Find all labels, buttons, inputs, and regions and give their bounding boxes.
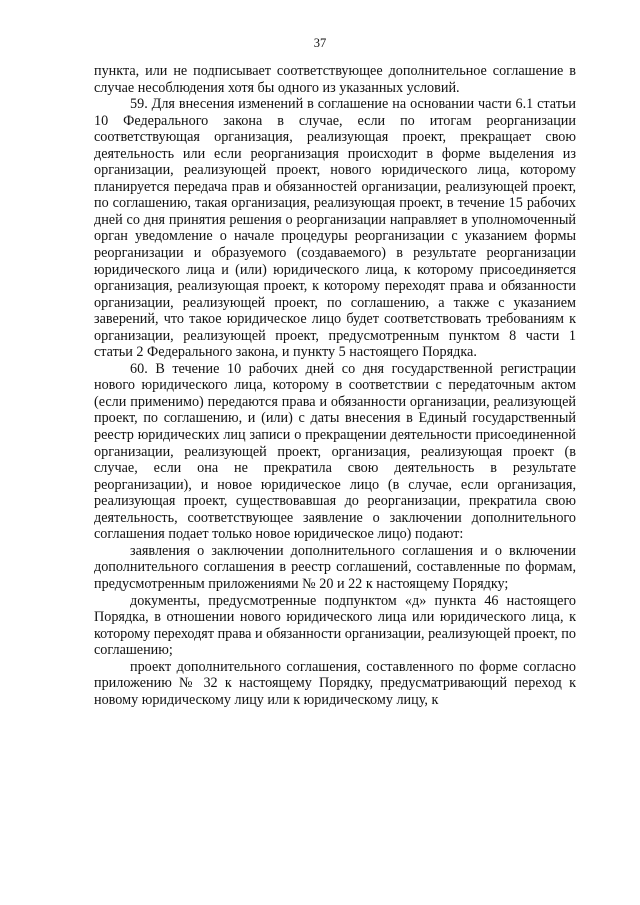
paragraph-applications: заявления о заключении дополнительного соглашения и о включении дополнительного соглашения в реестр соглашений, составленные по формам, предусмотренным приложениями № 20 и 22 к настоящему Порядку; <box>94 542 576 592</box>
paragraph-documents: документы, предусмотренные подпунктом «д» пункта 46 настоящего Порядка, в отношении нового юридического лица или юридического лица, к которому переходят права и обязанности организации, реализующей проект, по соглашению; <box>94 592 576 659</box>
page-number: 37 <box>313 36 327 50</box>
paragraph-continuation: пункта, или не подписывает соответствующее дополнительное соглашение в случае несоблюдения хотя бы одного из указанных условий. <box>94 63 576 96</box>
paragraph-59: 59. Для внесения изменений в соглашение на основании части 6.1 статьи 10 Федерального закона в случае, если по итогам реорганизации соответствующая организация, реализующая проект, прекращает свою деятельность или если реорганизация происходит в форме выделения из организации, реализующей проект, нового юридического лица, которому планируется передача прав и обязанностей организации, реализующей проект, по соглашению, такая организация, реализующая проект, в течение 15 рабочих дней со дня принятия решения о реорганизации направляет в уполномоченный орган уведомление о начале процедуры реорганизации с указанием формы реорганизации и образуемого (создаваемого) в результате реорганизации юридического лица и (или) юридического лица, к которому присоединяется организация, реализующая проект, к которому переходят права и обязанности организации, реализующей проект, по соглашению, а также с указанием заверений, что такое юридическое лицо будет соответствовать требованиям к организации, реализующей проект, предусмотренным пунктом 8 части 1 статьи 2 Федерального закона, и пункту 5 настоящего Порядка. <box>94 96 576 361</box>
document-body <box>94 63 576 708</box>
paragraph-draft-agreement: проект дополнительного соглашения, составленного по форме согласно приложению № 32 к настоящему Порядку, предусматривающий переход к новому юридическому лицу или к юридическому лицу, к <box>94 658 576 708</box>
paragraph-60: 60. В течение 10 рабочих дней со дня государственной регистрации нового юридического лица, которому в соответствии с передаточным актом (если применимо) передаются права и обязанности организации, реализующей проект, по соглашению, и (или) с даты внесения в Единый государственный реестр юридических лиц записи о прекращении деятельности присоединенной организации, реализующей проект, организация, реализующая проект (в случае, если она не прекратила свою деятельность в результате реорганизации), и новое юридическое лицо (в случае, если организация, реализующая проект, существовавшая до реорганизации, прекратила свою деятельность, соответствующее заявление о заключении дополнительного соглашения подает только новое юридическое лицо) подают: <box>94 360 576 543</box>
